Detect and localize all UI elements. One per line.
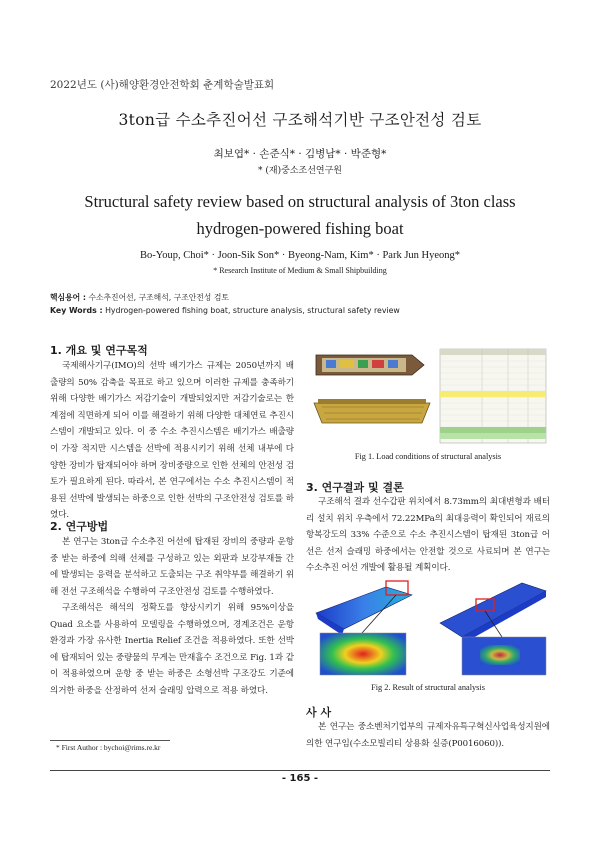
load-table: [440, 349, 546, 443]
figure1-caption: Fig 1. Load conditions of structural analysis: [354, 452, 502, 461]
keywords-korean-text: 수소추진어선, 구조해석, 구조안전성 검토: [88, 293, 229, 302]
authors-english: Bo-Youp, Choi* · Joon-Sik Son* · Byeong-Nam, Kim* · Park Jun Hyeong*: [139, 250, 461, 261]
footnote-rule: [50, 740, 170, 741]
section3-heading: 3. 연구결과 및 결론: [306, 481, 404, 494]
authors-korean: 최보엽* · 손준식* · 김병남* · 박준형*: [213, 148, 387, 160]
footnote: * First Author : bychoi@rims.re.kr: [56, 743, 161, 752]
affiliation-english: * Research Institute of Medium & Small Shipbuilding: [213, 266, 387, 275]
title-english: Structural safety review based on structural analysis of 3ton class hydrogen-powered fishing boat: [84, 192, 516, 238]
section2-heading: 2. 연구방법: [50, 520, 109, 533]
page-rule: [50, 770, 550, 771]
section1-heading: 1. 개요 및 연구목적: [50, 344, 148, 357]
ack-body: 본 연구는 중소벤처기업부의 규제자유특구혁신사업육성지원에 의한 연구임(수소모빌리티 상용화 실증(P0016060)).: [306, 722, 550, 749]
figure2: [312, 573, 548, 677]
keywords-english-label: Key Words :: [50, 306, 103, 315]
keywords-english-text: Hydrogen-powered fishing boat, structure analysis, structural safety review: [105, 306, 400, 315]
page-number: - 165 -: [281, 773, 319, 784]
deformation-detail: [320, 633, 406, 675]
ship-top-view: [316, 355, 424, 375]
keywords-korean-label: 핵심용어 :: [50, 293, 86, 302]
section2-body2: 구조해석은 해석의 정확도를 향상시키기 위해 95%이상을 Quad 요소를 사용하여 모델링을 수행하였으며, 경계조건은 운항환경과 가장 유사한 Inertia Relief 조건을 적용하였다. 또한 선박에 탑재되어 있는 중량물의 무게는 만재흘수 조건으로 Fig. 1과 같이 적용하였으며 운항 중 받는 하중은 소형선박 구조강도 기준에 의거한 하중을 산정하여 선저 슬래밍 압력으로 적용 하였다.: [50, 603, 294, 696]
figure2-caption: Fig 2. Result of structural analysis: [371, 683, 485, 692]
section2-body1: 본 연구는 3ton급 수소추진 어선에 탑재된 장비의 중량과 운항 중 받는 하중에 의해 선체를 구성하고 있는 외판과 보강부재들 간에 발생되는 응력을 분석하고 도출되는 구조 취약부를 해결하기 위해 전선 구조해석을 수행하여 구조안전성 검토를 수행하였다.: [50, 537, 294, 597]
stress-hull: [440, 583, 546, 643]
section3-body: 구조해석 결과 선수갑판 위치에서 8.73mm의 최대변형과 배터리 설치 위치 우측에서 72.22MPa의 최대응력이 확인되어 재료의 항복강도의 33% 수준으로 수소 추진시스템이 탑재된 3ton급 어선은 선저 슬래밍 하중에서는 안전할 것으로 사료되며 본 연구는 수소추진 어선 개발에 활용될 계획이다.: [306, 497, 550, 574]
keywords-english: [50, 306, 400, 315]
deformation-hull: [316, 581, 412, 635]
section1-body: 국제해사기구(IMO)의 선박 배기가스 규제는 2050년까지 배출량의 50% 감축을 목표로 하고 있으며 이러한 규제를 충족하기 위해 다양한 배기가스 저감기술이 개발되었지만 저감기술로는 한계점에 직면하게 되어 이를 해결하기 위해 다양한 대체연료 추진시스템이 개발되고 있다. 이 중 수소 추진시스템은 배기가스 배출량이 가장 적지만 시스템을 선박에 적용시키기 위해 선체 내부에 다양한 장비가 탑재되어야 하며 장비중량으로 인한 선체의 안전성 검토가 필요하게 된다. 따라서, 본 연구에서는 수소 추진시스템이 적용된 선박에 발생되는 하중으로 인한 선박의 구조안전성 검토를 하였다.: [50, 361, 294, 521]
figure1-image: [312, 345, 548, 445]
figure2-image: [312, 573, 548, 677]
keywords-korean: [50, 292, 229, 303]
ack-heading: 사 사: [306, 706, 332, 719]
conference-header: 2022년도 (사)해양환경안전학회 춘계학술발표회: [50, 79, 275, 91]
figure1: [312, 345, 548, 445]
affiliation-korean: * (재)중소조선연구원: [258, 166, 342, 176]
title-korean: 3ton급 수소추진어선 구조해석기반 구조안전성 검토: [118, 111, 482, 129]
ship-side-view: [314, 399, 430, 423]
